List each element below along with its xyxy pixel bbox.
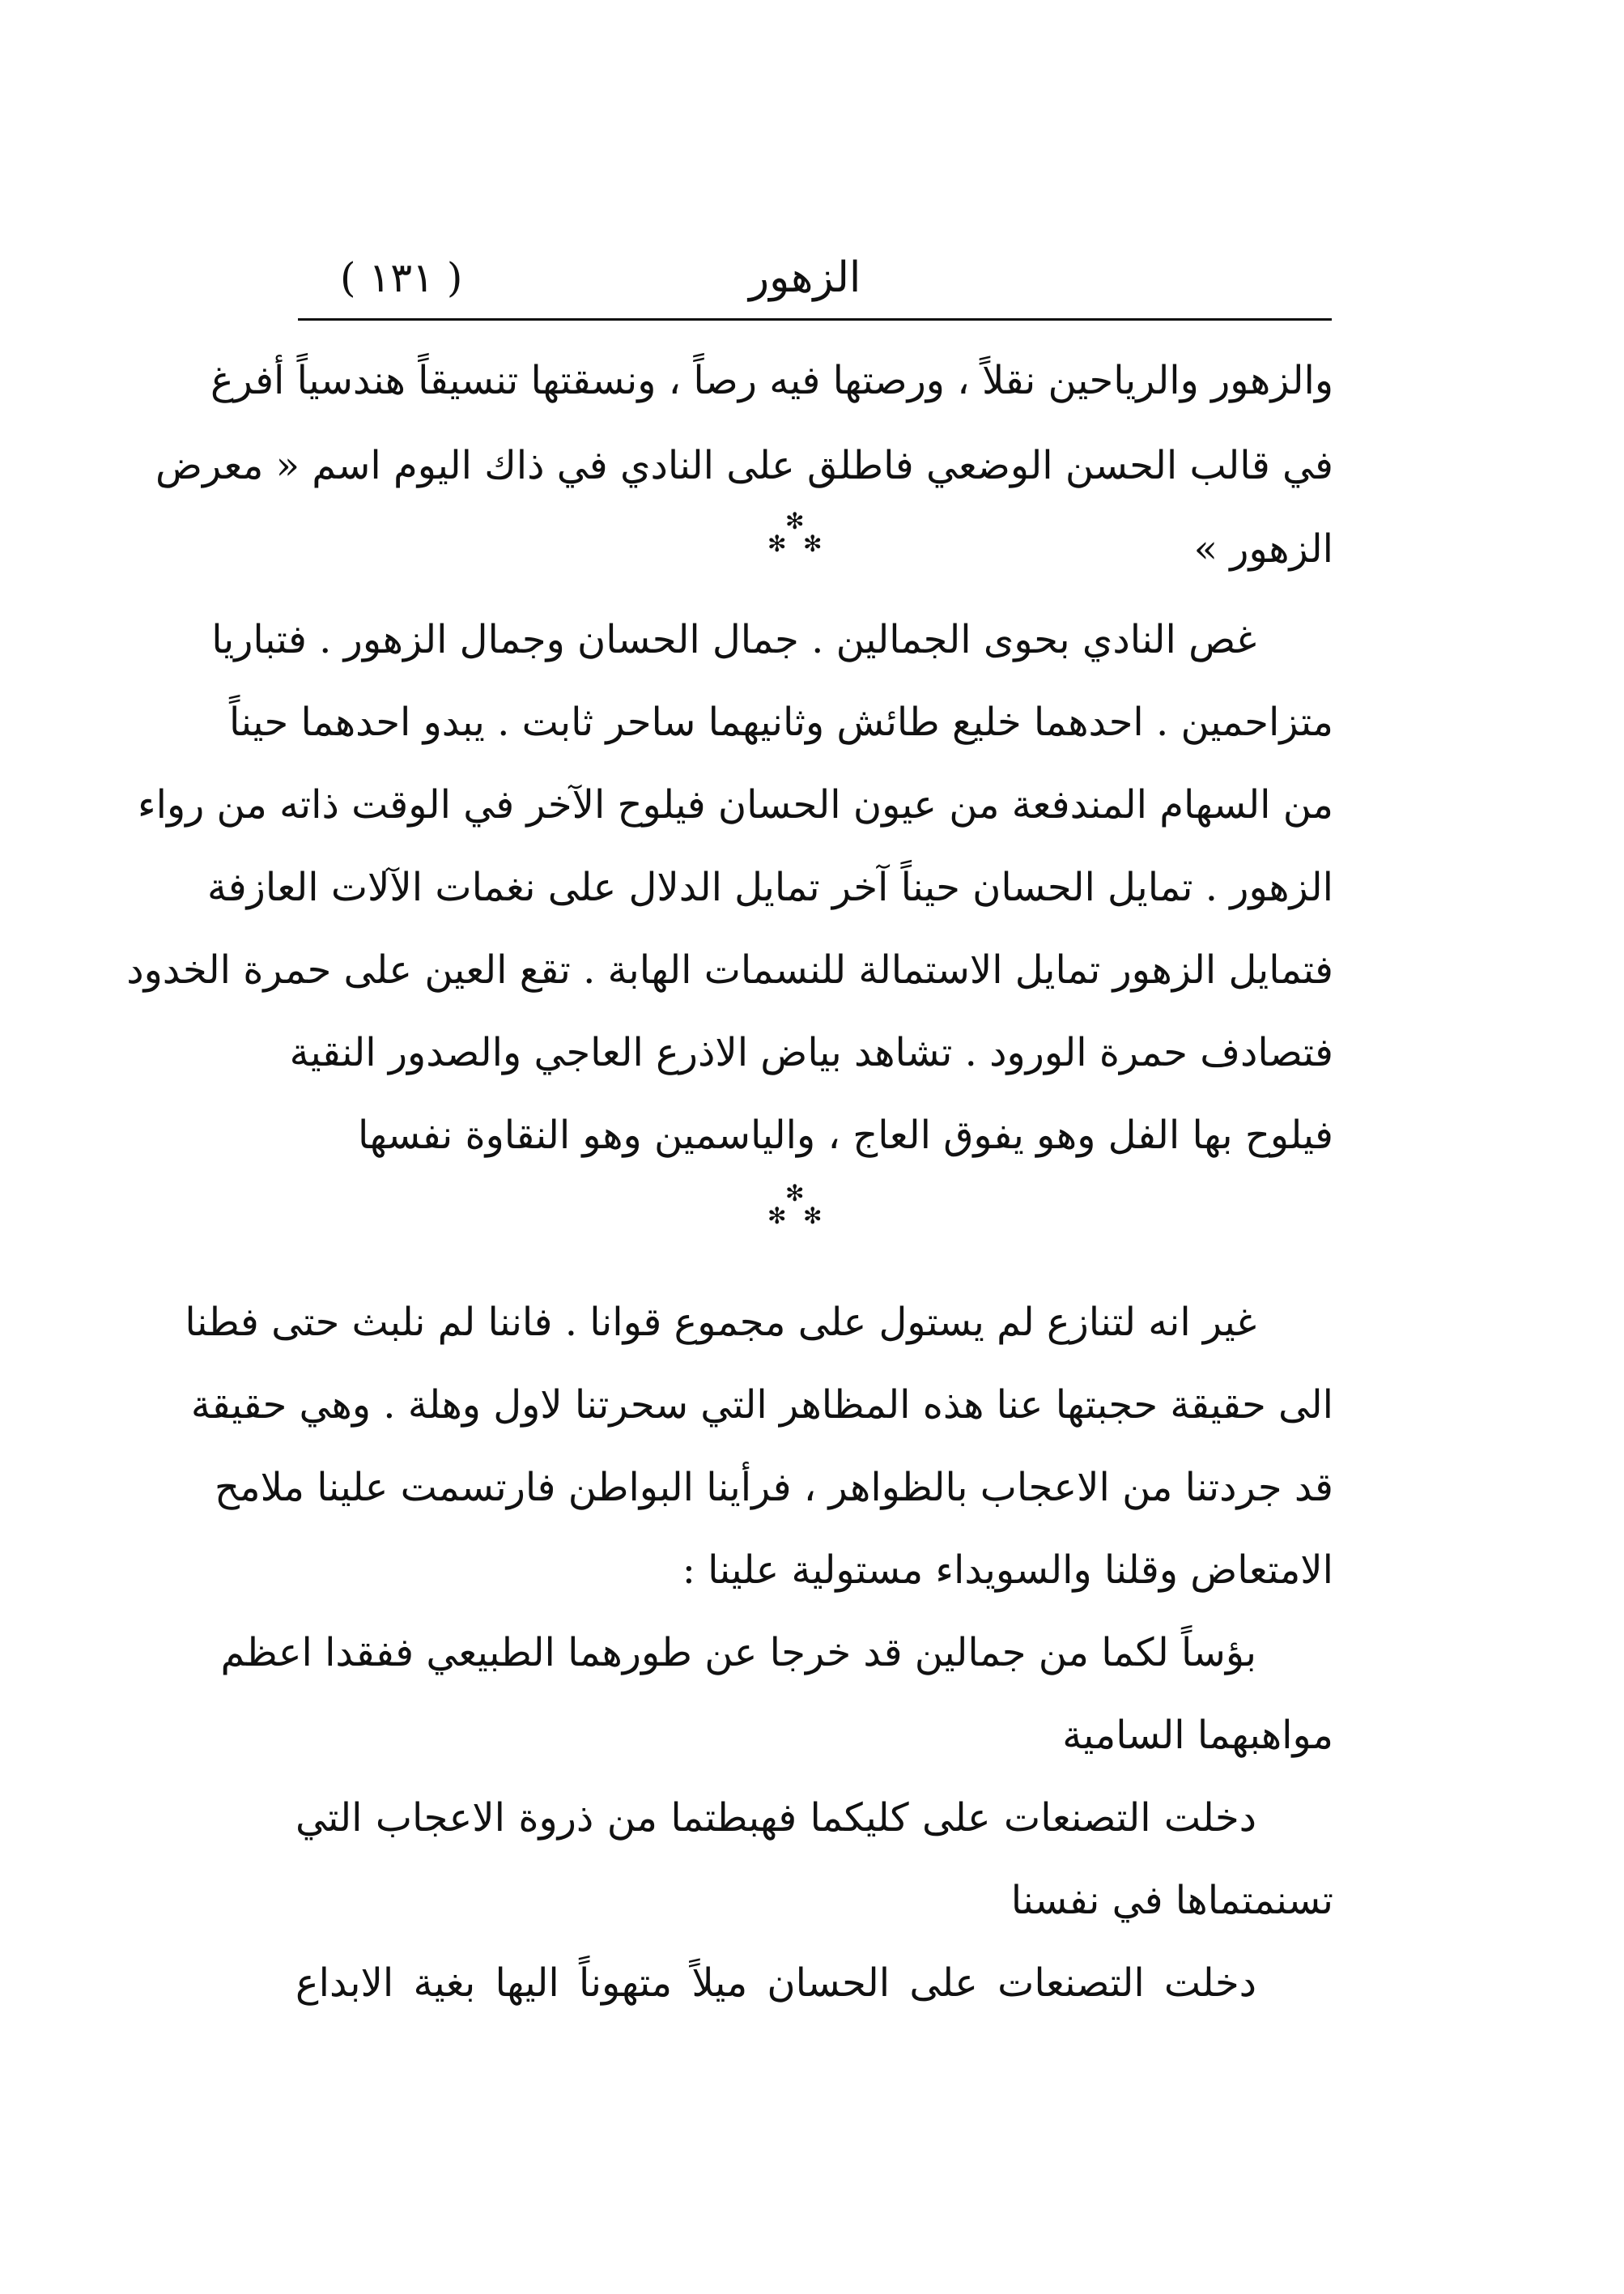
page-header (295, 243, 1332, 316)
body-line: بؤساً لكما من جمالين قد خرجا عن طورهما الطبيعي ففقدا اعظم (220, 1630, 1256, 1675)
body-line: من السهام المندفعة من عيون الحسان فيلوح الآخر في الوقت ذاته من رواء (138, 782, 1333, 828)
running-title: الزهور (749, 253, 861, 302)
body-line: الزهور » (1193, 526, 1333, 572)
body-line: تسنمتماها في نفسنا (1010, 1878, 1333, 1923)
star-ornament: ✻ (785, 508, 805, 534)
body-line: غص النادي بحوى الجمالين . جمال الحسان وجمال الزهور . فتباريا (211, 617, 1256, 662)
star-ornament: ✻ (803, 1202, 823, 1229)
page-body (126, 340, 1333, 2008)
star-ornament: ✻ (785, 1180, 805, 1207)
section-separator (767, 1182, 826, 1241)
body-line: فتمايل الزهور تمايل الاستمالة للنسمات الهابة . تقع العين على حمرة الخدود (126, 947, 1333, 993)
body-line: قد جردتنا من الاعجاب بالظواهر ، فرأينا البواطن فارتسمت علينا ملامح (214, 1465, 1333, 1510)
body-line: متزاحمين . احدهما خليع طائش وثانيهما ساحر ثابت . يبدو احدهما حيناً (228, 700, 1333, 745)
body-line: الامتعاض وقلنا والسويداء مستولية علينا : (682, 1547, 1333, 1593)
star-ornament: ✻ (767, 530, 787, 557)
body-line: دخلت التصنعات على الحسان ميلاً متهوناً اليها بغية الابداع (295, 1960, 1256, 2006)
header-rule (298, 318, 1332, 321)
body-line: الزهور . تمايل الحسان حيناً آخر تمايل الدلال على نغمات الآلات العازفة (206, 865, 1333, 910)
body-line: فتصادف حمرة الورود . تشاهد بياض الاذرع العاجي والصدور النقية (289, 1030, 1333, 1075)
body-line: غير انه لتنازع لم يستول على مجموع قوانا . فاننا لم نلبث حتى فطنا (185, 1300, 1256, 1345)
page-number: ( ١٣١ ) (340, 254, 463, 301)
body-line: والزهور والرياحين نقلاً ، ورصتها فيه رصاً ، ونسقتها تنسيقاً هندسياً أفرغ (210, 358, 1333, 403)
body-line: الى حقيقة حجبتها عنا هذه المظاهر التي سحرتنا لاول وهلة . وهي حقيقة (190, 1382, 1333, 1428)
body-line: فيلوح بها الفل وهو يفوق العاج ، والياسمين وهو النقاوة نفسها (358, 1113, 1333, 1158)
body-line: مواهبهما السامية (1062, 1713, 1333, 1758)
body-line: في قالب الحسن الوضعي فاطلق على النادي في ذاك اليوم اسم « معرض (155, 443, 1333, 488)
body-line: دخلت التصنعات على كليكما فهبطتما من ذروة الاعجاب التي (295, 1795, 1256, 1841)
star-ornament: ✻ (767, 1202, 787, 1229)
section-separator (767, 510, 826, 568)
star-ornament: ✻ (803, 530, 823, 557)
